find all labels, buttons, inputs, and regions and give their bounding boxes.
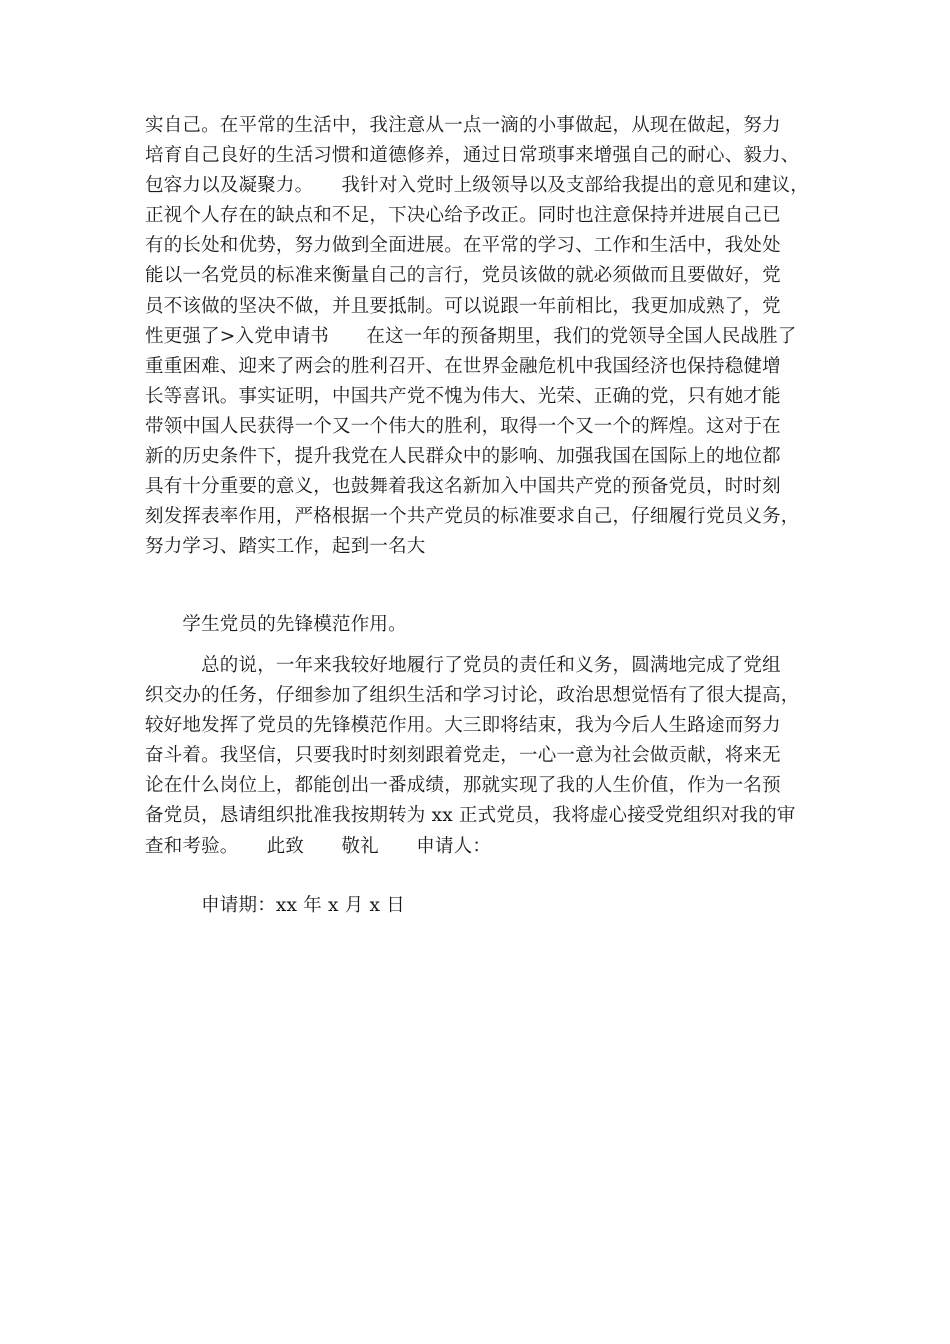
text-line: 奋斗着。我坚信，只要我时时刻刻跟着党走，一心一意为社会做贡献，将来无 — [145, 745, 781, 767]
body-paragraph-1 — [145, 111, 825, 562]
text-line: 刻发挥表率作用，严格根据一个共产党员的标准要求自己，仔细履行党员义务， — [145, 506, 800, 528]
text-line: 论在什么岗位上，都能创出一番成绩，那就实现了我的人生价值，作为一名预 — [145, 775, 781, 797]
text-line: 学生党员的先锋模范作用。 — [145, 614, 407, 635]
text-line: 有的长处和优势，努力做到全面进展。在平常的学习、工作和生活中，我处处 — [145, 235, 781, 257]
text-line: 申请期：xx 年 x 月 x 日 — [145, 895, 405, 916]
text-line: 织交办的任务，仔细参加了组织生活和学习讨论，政治思想觉悟有了很大提高， — [145, 685, 800, 707]
text-line: 总的说，一年来我较好地履行了党员的责任和义务，圆满地完成了党组 — [145, 655, 781, 676]
text-line: 新的历史条件下，提升我党在人民群众中的影响、加强我国在国际上的地位都 — [145, 446, 781, 468]
text-line: 长等喜讯。事实证明，中国共产党不愧为伟大、光荣、正确的党，只有她才能 — [145, 385, 781, 407]
application-date-line — [145, 891, 825, 921]
text-line: 查和考验。 此致 敬礼 申请人： — [145, 835, 492, 857]
text-line: 备党员，恳请组织批准我按期转为 xx 正式党员，我将虚心接受党组织对我的审 — [145, 805, 796, 827]
body-paragraph-3 — [145, 651, 825, 862]
text-line: 性更强了>入党申请书 在这一年的预备期里，我们的党领导全国人民战胜了 — [145, 325, 797, 347]
text-line: 包容力以及凝聚力。 我针对入党时上级领导以及支部给我提出的意见和建议， — [145, 175, 809, 197]
text-line: 员不该做的坚决不做，并且要抵制。可以说跟一年前相比，我更加成熟了，党 — [145, 295, 781, 317]
text-line: 能以一名党员的标准来衡量自己的言行，党员该做的就必须做而且要做好，党 — [145, 265, 781, 287]
text-line: 实自己。在平常的生活中，我注意从一点一滴的小事做起，从现在做起，努力 — [145, 115, 781, 136]
body-paragraph-2 — [145, 610, 825, 640]
text-line: 重重困难、迎来了两会的胜利召开、在世界金融危机中我国经济也保持稳健增 — [145, 355, 781, 377]
text-line: 带领中国人民获得一个又一个伟大的胜利，取得一个又一个的辉煌。这对于在 — [145, 415, 781, 437]
text-line: 正视个人存在的缺点和不足，下决心给予改正。同时也注意保持并进展自己已 — [145, 205, 781, 227]
text-line: 培育自己良好的生活习惯和道德修养，通过日常琐事来增强自己的耐心、毅力、 — [145, 145, 800, 167]
text-line: 努力学习、踏实工作，起到一名大 — [145, 536, 426, 558]
text-line: 较好地发挥了党员的先锋模范作用。大三即将结束，我为今后人生路途而努力 — [145, 715, 781, 737]
text-line: 具有十分重要的意义，也鼓舞着我这名新加入中国共产党的预备党员，时时刻 — [145, 476, 781, 498]
